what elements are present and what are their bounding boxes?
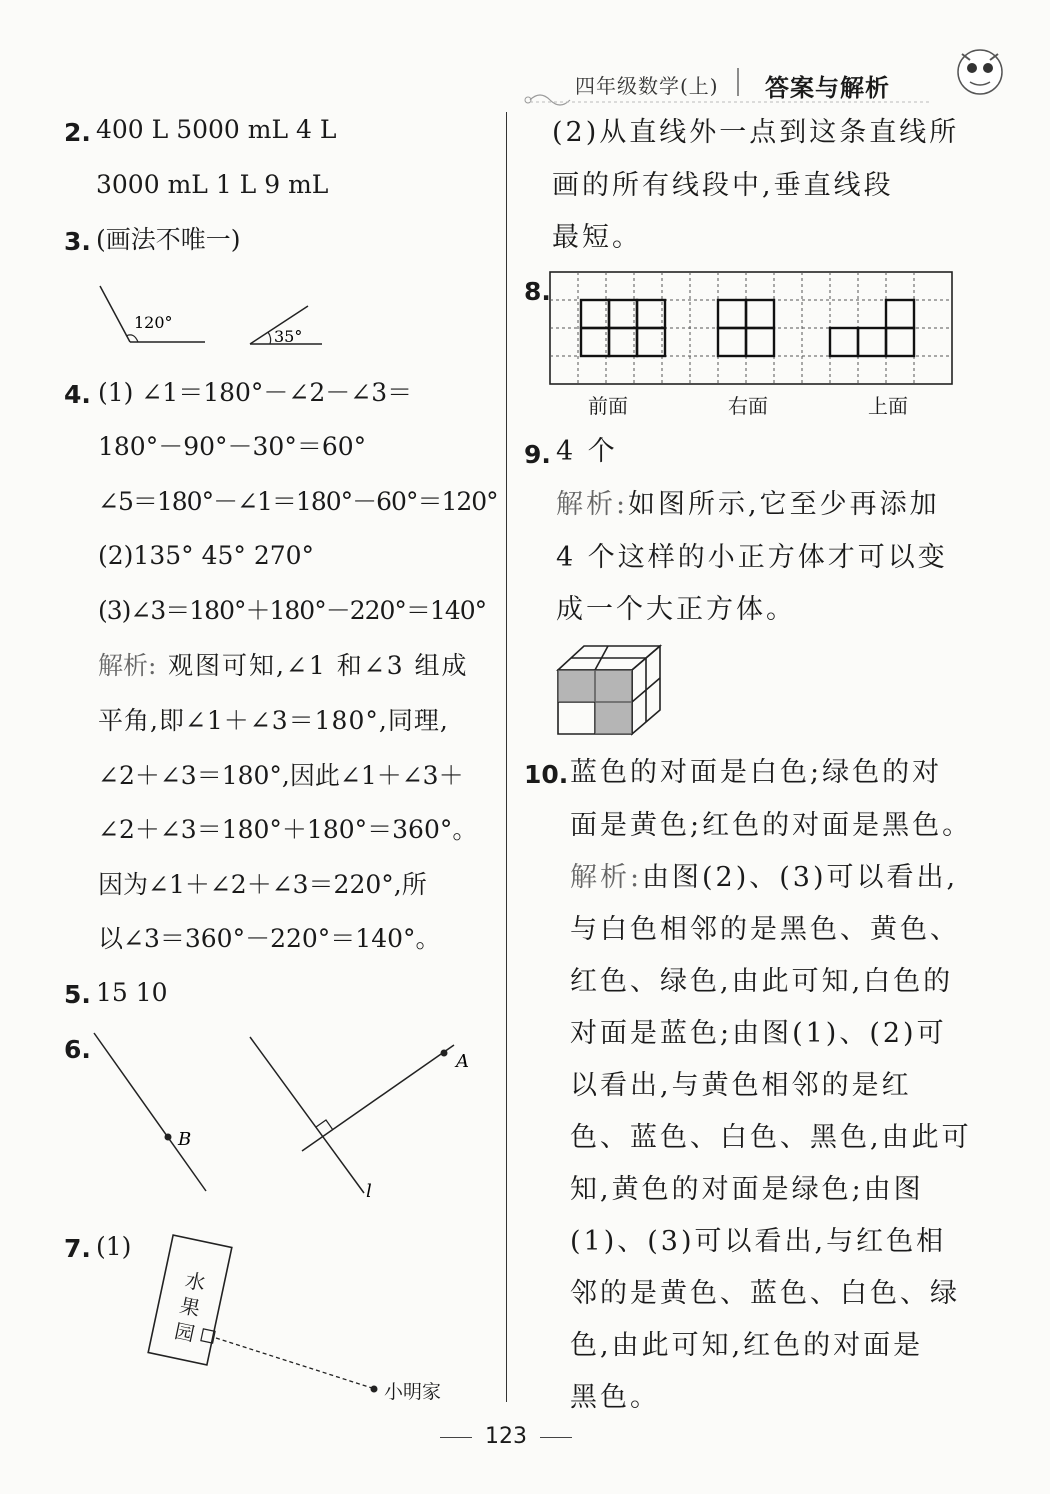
q4-jiexi-3: ∠2＋∠3＝180°＋180°＝360°。 bbox=[98, 815, 478, 844]
q10-jiexi-3: 对面是蓝色;由图(1)、(2)可 bbox=[570, 1018, 947, 1049]
q9-jiexi-0: 如图所示,它至少再添加 bbox=[628, 489, 940, 520]
home-label: 小明家 bbox=[384, 1381, 442, 1403]
q6-line-l bbox=[250, 1037, 364, 1193]
q10-answer-0: 蓝色的对面是白色;绿色的对 bbox=[570, 757, 943, 788]
q10-jiexi-2: 红色、绿色,由此可知,白色的 bbox=[570, 966, 954, 997]
q6-number: 6. bbox=[64, 1035, 91, 1064]
q10-jiexi-1: 与白色相邻的是黑色、黄色、 bbox=[570, 914, 960, 945]
q9-answer: 4 个 bbox=[556, 436, 618, 467]
q10-jiexi-4: 以看出,与黄色相邻的是红 bbox=[570, 1070, 912, 1101]
q3-angle-drawings bbox=[90, 280, 350, 360]
footer-rule-right bbox=[540, 1437, 572, 1438]
q4-jiexi-2: ∠2＋∠3＝180°,因此∠1＋∠3＋ bbox=[98, 761, 464, 790]
page-number: 123 bbox=[485, 1424, 527, 1449]
page-footer bbox=[440, 1422, 590, 1452]
q3-text: (画法不唯一) bbox=[96, 225, 241, 254]
q5-text: 15 10 bbox=[96, 978, 168, 1007]
angle-35-label: 35° bbox=[274, 327, 303, 346]
q4-line-2: ∠5＝180°－∠1＝180°－60°＝120° bbox=[98, 487, 498, 516]
q4-number: 4. bbox=[64, 380, 91, 409]
q6-point-a bbox=[441, 1050, 448, 1057]
q6-right-angle-mark bbox=[316, 1120, 333, 1130]
q10-jiexi-label: 解析: bbox=[570, 862, 643, 893]
q10-jiexi-6: 知,黄色的对面是绿色;由图 bbox=[570, 1174, 924, 1205]
q4-line-3: (2)135° 45° 270° bbox=[98, 541, 315, 570]
q6-line-l-label: l bbox=[366, 1181, 372, 1202]
q8-number: 8. bbox=[524, 277, 551, 306]
q9-jiexi-label: 解析: bbox=[556, 489, 629, 520]
mascot-icon bbox=[940, 42, 1020, 102]
q8-label-top: 上面 bbox=[868, 394, 908, 418]
q10-jiexi-7: (1)、(3)可以看出,与红色相 bbox=[570, 1226, 947, 1257]
header-section-title: 答案与解析 bbox=[765, 73, 890, 102]
q9-number: 9. bbox=[524, 440, 551, 469]
top-view bbox=[830, 300, 914, 356]
page-header bbox=[520, 60, 1040, 110]
front-view bbox=[581, 300, 665, 356]
q4-line-1: 180°－90°－30°＝60° bbox=[98, 432, 367, 461]
header-book-title: 四年级数学(上) bbox=[575, 74, 719, 98]
q4-line-4: (3)∠3＝180°＋180°－220°＝140° bbox=[98, 596, 487, 625]
q10-jiexi-5: 色、蓝色、白色、黑色,由此可 bbox=[570, 1122, 972, 1153]
q10-jiexi-0: 由图(2)、(3)可以看出, bbox=[642, 862, 959, 893]
q9-cube-drawing bbox=[556, 640, 676, 740]
q6-point-a-label: A bbox=[456, 1051, 469, 1072]
angle-120-ray bbox=[100, 286, 130, 342]
q4-jiexi-1: 平角,即∠1＋∠3＝180°,同理, bbox=[98, 706, 449, 735]
q5-number: 5. bbox=[64, 980, 91, 1009]
q4-jiexi-0: 观图可知,∠1 和∠3 组成 bbox=[168, 651, 469, 680]
q6-line-drawings bbox=[80, 1025, 500, 1205]
q6-perpendicular bbox=[302, 1045, 454, 1151]
q7-number: 7. bbox=[64, 1234, 91, 1263]
q6-point-b-label: B bbox=[178, 1129, 192, 1150]
q2-line2: 3000 mL 1 L 9 mL bbox=[96, 170, 329, 199]
q7-2-line-0: (2)从直线外一点到这条直线所 bbox=[552, 117, 960, 148]
q8-label-front: 前面 bbox=[588, 394, 628, 418]
q4-line-0: (1) ∠1＝180°－∠2－∠3＝ bbox=[98, 378, 413, 407]
q6-line-through-b bbox=[94, 1033, 206, 1191]
q10-answer-1: 面是黄色;红色的对面是黑色。 bbox=[570, 810, 973, 841]
q8-label-right: 右面 bbox=[728, 394, 768, 418]
q7-2-line-1: 画的所有线段中,垂直线段 bbox=[552, 170, 894, 201]
q4-jiexi-label: 解析: bbox=[98, 651, 157, 680]
q2-number: 2. bbox=[64, 118, 91, 147]
right-view bbox=[718, 300, 774, 356]
q4-jiexi-5: 以∠3＝360°－220°＝140°。 bbox=[98, 924, 441, 953]
q4-jiexi-4: 因为∠1＋∠2＋∠3＝220°,所 bbox=[98, 870, 427, 899]
footer-rule-left bbox=[440, 1437, 472, 1438]
q10-jiexi-10: 黑色。 bbox=[570, 1382, 660, 1413]
q7-2-line-2: 最短。 bbox=[552, 222, 642, 253]
q3-number: 3. bbox=[64, 227, 91, 256]
orchard-label: 水果园 bbox=[172, 1267, 208, 1347]
q9-jiexi-2: 成一个大正方体。 bbox=[556, 594, 796, 625]
q8-views-grid bbox=[548, 270, 958, 390]
q7-dashed-path bbox=[216, 1338, 372, 1388]
q10-number: 10. bbox=[524, 760, 569, 789]
angle-120-label: 120° bbox=[134, 313, 173, 332]
q10-jiexi-9: 色,由此可知,红色的对面是 bbox=[570, 1330, 924, 1361]
home-point bbox=[371, 1386, 378, 1393]
column-divider bbox=[506, 112, 507, 1402]
q7-part1: (1) bbox=[96, 1232, 132, 1261]
q9-jiexi-1: 4 个这样的小正方体才可以变 bbox=[556, 542, 948, 573]
q2-line1: 400 L 5000 mL 4 L bbox=[96, 115, 337, 144]
q6-point-b bbox=[165, 1134, 172, 1141]
q10-jiexi-8: 邻的是黄色、蓝色、白色、绿 bbox=[570, 1278, 960, 1309]
